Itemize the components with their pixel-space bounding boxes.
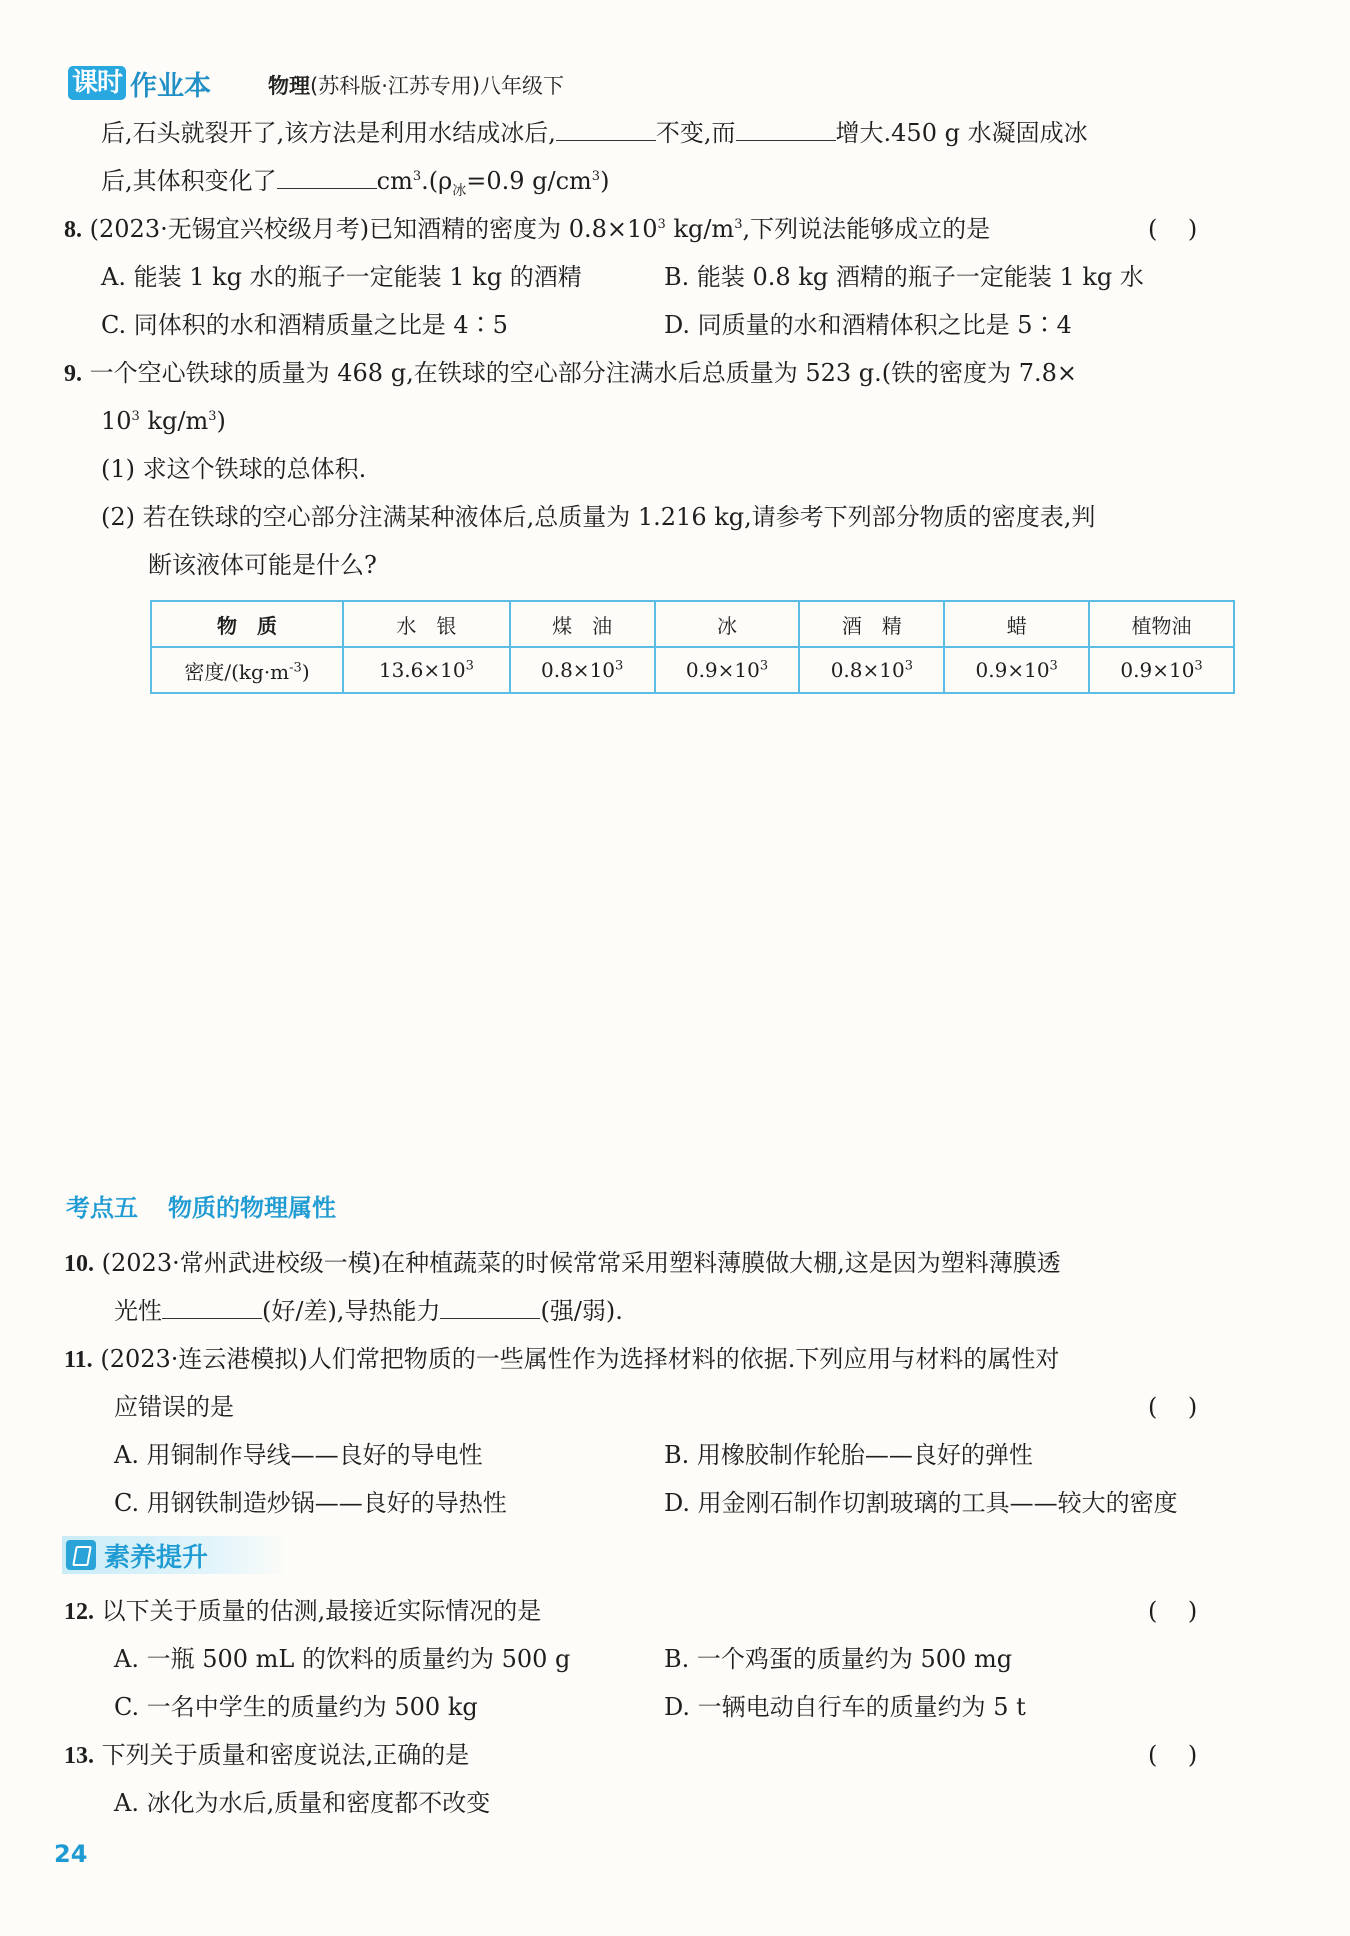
page-number: 24 [54, 1840, 88, 1868]
q8-stem: 8. (2023·无锡宜兴校级月考)已知酒精的密度为 $0.8\times 10^3$ $kg/m^3$,下列说法能够成立的是 [64, 215, 991, 243]
logo-text: 作业本 [130, 70, 212, 102]
density-table [150, 600, 1235, 694]
q9-sub2-line1: (2) 若在铁球的空心部分注满某种液体后,总质量为 1.216 kg,请参考下列部分物质的密度表,判 [101, 503, 1096, 531]
q7-blank3 [277, 166, 377, 189]
q12-option-c: C. 一名中学生的质量约为 500 kg [114, 1693, 478, 1721]
table-cell-density: $13.6\times 10^3$ [343, 647, 510, 693]
table-cell-density: $0.9\times 10^3$ [655, 647, 800, 693]
q13-stem: 13. 下列关于质量和密度说法,正确的是 [64, 1741, 470, 1769]
header-subject: 物理 [268, 74, 310, 98]
logo-box: 课时 [68, 66, 126, 100]
header-edition: (苏科版·江苏专用)八年级下 [310, 74, 565, 98]
q13-option-a: A. 冰化为水后,质量和密度都不改变 [114, 1789, 491, 1817]
q9-stem-line1: 9. 一个空心铁球的质量为 468 g,在铁球的空心部分注满水后总质量为 523 g.(铁的密度为 7.8× [64, 359, 1078, 387]
header-subtitle [268, 70, 564, 100]
table-cell-substance: 煤 油 [510, 601, 655, 647]
q8-number: 8. [64, 217, 82, 243]
table-cell-substance: 水 银 [343, 601, 510, 647]
q11-answer-paren: ( ) [1148, 1393, 1198, 1421]
q12-stem: 12. 以下关于质量的估测,最接近实际情况的是 [64, 1597, 542, 1625]
q7-blank1 [556, 118, 656, 141]
section-banner-title: 素养提升 [104, 1542, 209, 1573]
q9-stem-line2: $10^3$ $kg/m^3$) [101, 407, 226, 435]
q7-line1: 后,石头就裂开了,该方法是利用水结成冰后, 不变,而 增大.450 g 水凝固成冰 [101, 119, 1088, 147]
header-logo [68, 66, 211, 100]
table-header-density: 密度$/(kg\cdot m^{-3})$ [151, 647, 343, 693]
table-row [151, 601, 1234, 647]
q7-line2: 后,其体积变化了 $cm^3.(\rho_冰=0.9$ $g/cm^3$) [101, 167, 610, 199]
q9-sub1: (1) 求这个铁球的总体积. [101, 455, 367, 483]
q7-blank2 [736, 118, 836, 141]
q11-option-d: D. 用金刚石制作切割玻璃的工具——较大的密度 [664, 1489, 1178, 1517]
section-title: 物质的物理属性 [168, 1194, 336, 1222]
q13-number: 13. [64, 1743, 94, 1769]
q10-blank2 [440, 1296, 540, 1319]
table-cell-density: $0.8\times 10^3$ [510, 647, 655, 693]
q8-option-c: C. 同体积的水和酒精质量之比是 4∶5 [101, 311, 508, 339]
q8-answer-paren: ( ) [1148, 215, 1198, 243]
table-cell-substance: 冰 [655, 601, 800, 647]
q9-sub2-line2: 断该液体可能是什么? [148, 551, 377, 579]
q10-line1: 10. (2023·常州武进校级一模)在种植蔬菜的时候常常采用塑料薄膜做大棚,这是因为塑料薄膜透 [64, 1249, 1061, 1277]
q13-answer-paren: ( ) [1148, 1741, 1198, 1769]
q11-option-b: B. 用橡胶制作轮胎——良好的弹性 [664, 1441, 1033, 1469]
section-heading [66, 1188, 366, 1223]
q8-option-a: A. 能装 1 kg 水的瓶子一定能装 1 kg 的酒精 [101, 263, 582, 291]
section-banner [62, 1536, 288, 1574]
q12-number: 12. [64, 1599, 94, 1625]
table-cell-density: $0.8\times 10^3$ [799, 647, 944, 693]
q12-option-a: A. 一瓶 500 mL 的饮料的质量约为 500 g [114, 1645, 571, 1673]
q10-number: 10. [64, 1251, 94, 1277]
q12-option-d: D. 一辆电动自行车的质量约为 5 t [664, 1693, 1026, 1721]
q11-option-a: A. 用铜制作导线——良好的导电性 [114, 1441, 483, 1469]
q11-number: 11. [64, 1347, 93, 1373]
pencil-note-icon [66, 1540, 96, 1570]
q10-blank1 [162, 1296, 262, 1319]
table-row [151, 647, 1234, 693]
table-cell-substance: 蜡 [944, 601, 1089, 647]
table-cell-substance: 酒 精 [799, 601, 944, 647]
table-header-substance: 物 质 [151, 601, 343, 647]
q11-line1: 11. (2023·连云港模拟)人们常把物质的一些属性作为选择材料的依据.下列应用与材料的属性对 [64, 1345, 1060, 1373]
q11-line2: 应错误的是 [114, 1393, 234, 1421]
table-cell-density: $0.9\times 10^3$ [1089, 647, 1234, 693]
q8-option-b: B. 能装 0.8 kg 酒精的瓶子一定能装 1 kg 水 [664, 263, 1144, 291]
q11-option-c: C. 用钢铁制造炒锅——良好的导热性 [114, 1489, 507, 1517]
q12-answer-paren: ( ) [1148, 1597, 1198, 1625]
q9-number: 9. [64, 361, 82, 387]
q8-option-d: D. 同质量的水和酒精体积之比是 5∶4 [664, 311, 1072, 339]
section-label: 考点五 [66, 1194, 138, 1222]
q12-option-b: B. 一个鸡蛋的质量约为 500 mg [664, 1645, 1013, 1673]
q10-line2: 光性 (好/差),导热能力 (强/弱). [114, 1297, 623, 1325]
table-cell-substance: 植物油 [1089, 601, 1234, 647]
table-cell-density: $0.9\times 10^3$ [944, 647, 1089, 693]
